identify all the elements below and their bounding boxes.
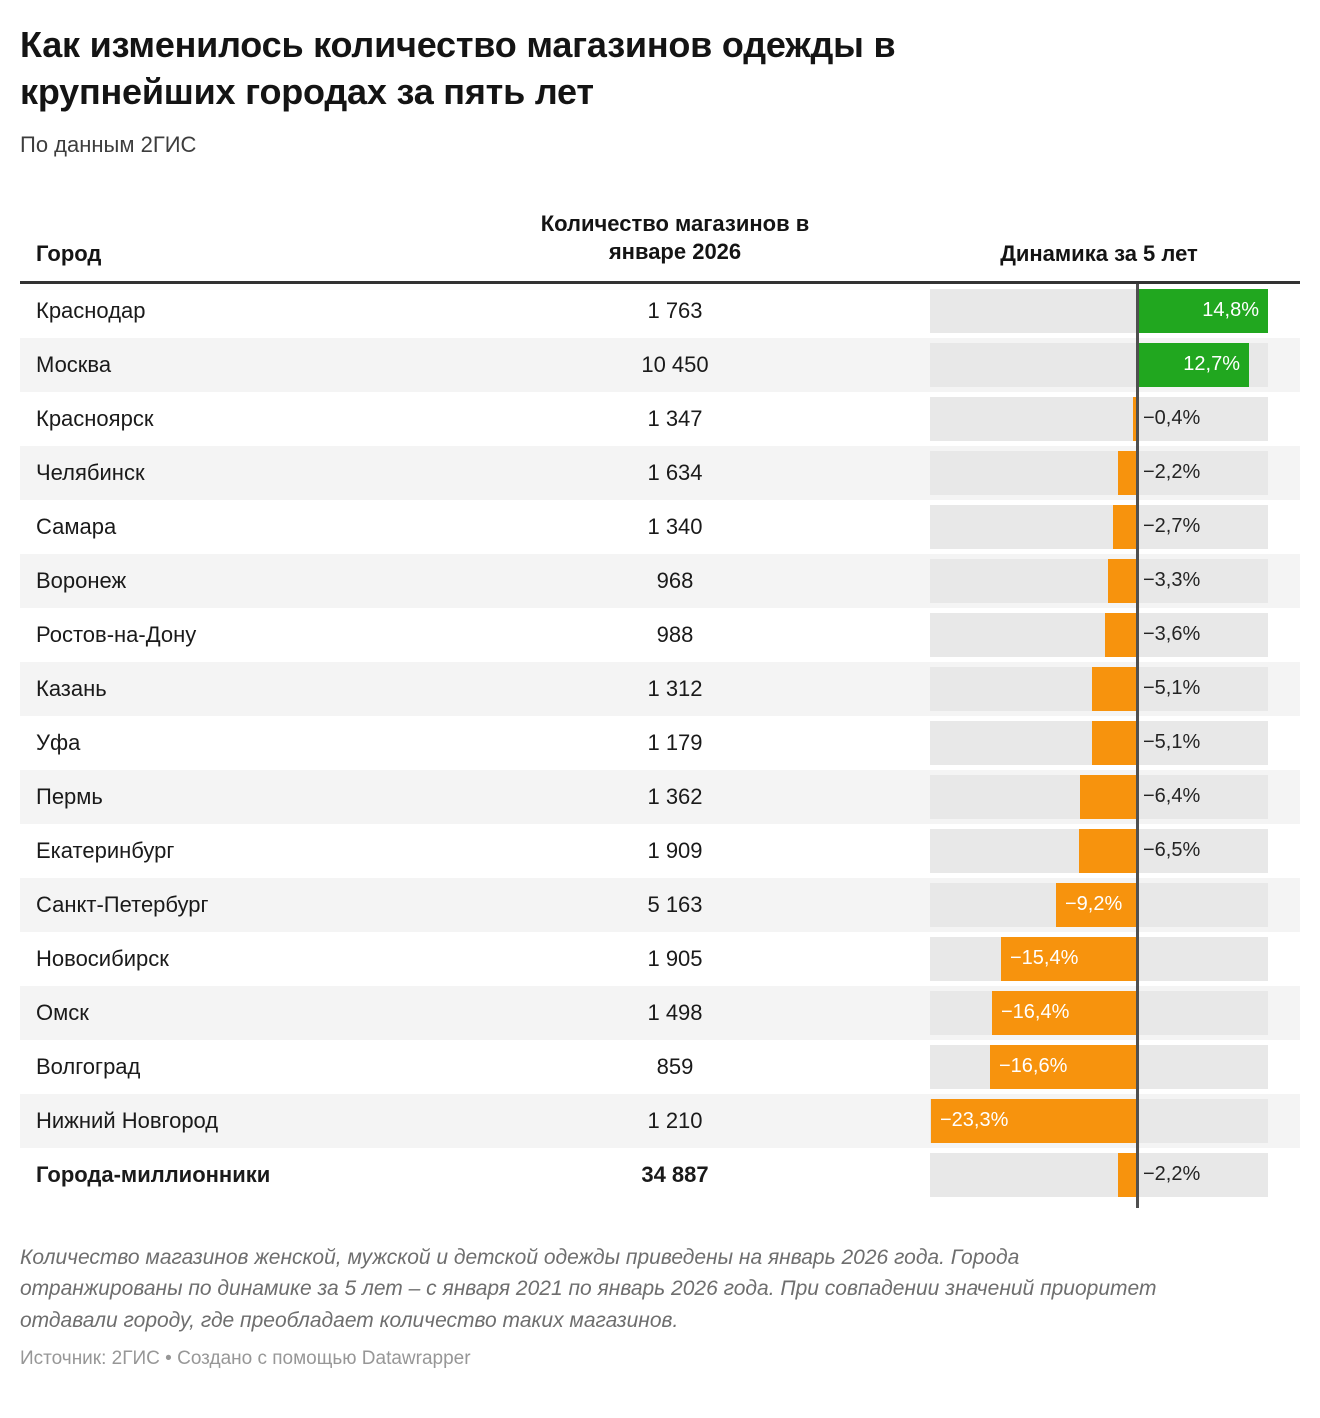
city-name: Воронеж <box>36 567 127 593</box>
table-row <box>20 824 1300 878</box>
store-count: 1 362 <box>647 783 703 809</box>
store-count: 1 347 <box>647 405 703 431</box>
bar-track <box>930 883 1268 927</box>
city-name: Краснодар <box>36 297 146 323</box>
city-name: Омск <box>36 999 89 1025</box>
table-row <box>20 284 1300 338</box>
change-label: −6,4% <box>1143 785 1201 808</box>
store-count: 1 905 <box>647 945 703 971</box>
bar-track <box>930 829 1268 873</box>
store-count: 1 210 <box>647 1107 703 1133</box>
store-count: 1 763 <box>647 297 703 323</box>
change-label: −6,5% <box>1143 839 1201 862</box>
bar-track <box>930 667 1268 711</box>
notes-text: Количество магазинов женской, мужской и детской одежды приведены на январь 2026 года. Города отранжированы по динамике за 5 лет – с января 2021 по январь 2026 года. При совпадении значений приоритет отдавали городу, где преобладает количество таких магазинов. <box>20 1245 1157 1332</box>
store-count: 1 498 <box>647 999 703 1025</box>
column-header-count: Количество магазинов в январе 2026 <box>540 210 810 265</box>
column-header-city: Город <box>36 240 102 266</box>
source-line: Источник: 2ГИС • Создано с помощью Datawrapper <box>20 1348 471 1370</box>
bar-track <box>930 451 1268 495</box>
bar-track <box>930 721 1268 765</box>
bar-track <box>930 1153 1268 1197</box>
store-count: 1 340 <box>647 513 703 539</box>
table-row <box>20 1040 1300 1094</box>
store-count: 1 179 <box>647 729 703 755</box>
table-row <box>20 986 1300 1040</box>
bar-track <box>930 937 1268 981</box>
city-name: Нижний Новгород <box>36 1107 219 1133</box>
axis-line <box>1136 284 1139 1208</box>
table-row <box>20 554 1300 608</box>
bar-track <box>930 559 1268 603</box>
bar-track <box>930 775 1268 819</box>
change-label: −2,2% <box>1143 461 1201 484</box>
change-bar: −9,2% <box>1056 883 1137 927</box>
table-row <box>20 662 1300 716</box>
change-label: −3,3% <box>1143 569 1201 592</box>
change-bar <box>1092 667 1137 711</box>
change-bar <box>1113 505 1137 549</box>
store-count: 5 163 <box>647 891 703 917</box>
city-name: Уфа <box>36 729 81 755</box>
change-bar: 14,8% <box>1137 289 1268 333</box>
change-bar <box>1118 451 1137 495</box>
store-count: 1 634 <box>647 459 703 485</box>
change-bar: −16,6% <box>990 1045 1137 1089</box>
store-count: 968 <box>656 567 694 593</box>
city-name: Волгоград <box>36 1053 141 1079</box>
store-count: 10 450 <box>641 351 709 377</box>
change-bar: −15,4% <box>1001 937 1137 981</box>
table-row <box>20 338 1300 392</box>
city-name: Москва <box>36 351 112 377</box>
table-header <box>20 210 1300 284</box>
table-row <box>20 716 1300 770</box>
city-name: Города-миллионники <box>36 1161 271 1187</box>
store-count: 1 909 <box>647 837 703 863</box>
change-bar <box>1079 829 1137 873</box>
store-count: 859 <box>656 1053 694 1079</box>
table-rows <box>20 284 1300 1202</box>
column-header-dynamics: Динамика за 5 лет <box>1000 240 1198 266</box>
bar-track <box>930 1099 1268 1143</box>
city-name: Санкт-Петербург <box>36 891 209 917</box>
change-bar <box>1118 1153 1137 1197</box>
change-bar: −23,3% <box>931 1099 1137 1143</box>
change-label: −0,4% <box>1143 407 1201 430</box>
change-bar <box>1092 721 1137 765</box>
change-label: −2,7% <box>1143 515 1201 538</box>
chart-title: Как изменилось количество магазинов одежды в крупнейших городах за пять лет <box>20 24 896 112</box>
city-name: Пермь <box>36 783 103 809</box>
bar-track <box>930 289 1268 333</box>
city-name: Самара <box>36 513 117 539</box>
bar-track <box>930 613 1268 657</box>
store-count: 34 887 <box>641 1161 709 1187</box>
city-name: Челябинск <box>36 459 145 485</box>
change-bar <box>1105 613 1137 657</box>
change-bar: 12,7% <box>1137 343 1249 387</box>
change-bar: −16,4% <box>992 991 1137 1035</box>
city-name: Казань <box>36 675 107 701</box>
change-bar <box>1080 775 1137 819</box>
city-name: Новосибирск <box>36 945 169 971</box>
bar-track <box>930 397 1268 441</box>
store-count: 988 <box>656 621 694 647</box>
city-name: Красноярск <box>36 405 154 431</box>
table-row <box>20 1094 1300 1148</box>
table-row <box>20 1148 1300 1202</box>
city-name: Екатеринбург <box>36 837 175 863</box>
bar-track <box>930 343 1268 387</box>
city-name: Ростов-на-Дону <box>36 621 197 647</box>
change-label: −2,2% <box>1143 1163 1201 1186</box>
table-row <box>20 878 1300 932</box>
bar-track <box>930 505 1268 549</box>
table-row <box>20 446 1300 500</box>
change-label: −5,1% <box>1143 677 1201 700</box>
bar-track <box>930 991 1268 1035</box>
table-row <box>20 392 1300 446</box>
table-row <box>20 500 1300 554</box>
table-row <box>20 608 1300 662</box>
change-label: −3,6% <box>1143 623 1201 646</box>
store-count: 1 312 <box>647 675 703 701</box>
chart-subtitle: По данным 2ГИС <box>20 131 197 157</box>
table-row <box>20 932 1300 986</box>
change-label: −5,1% <box>1143 731 1201 754</box>
bar-track <box>930 1045 1268 1089</box>
table-row <box>20 770 1300 824</box>
change-bar <box>1108 559 1137 603</box>
